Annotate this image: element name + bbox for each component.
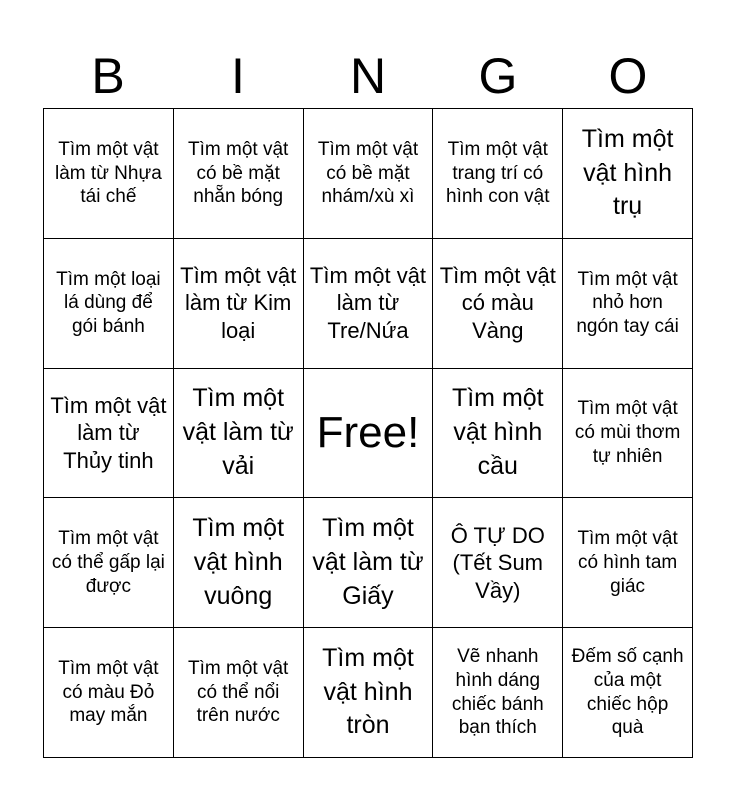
- bingo-cell-text: Tìm một vật làm từ Tre/Nứa: [309, 262, 427, 343]
- bingo-cell-text: Vẽ nhanh hình dáng chiếc bánh bạn thích: [451, 646, 544, 739]
- header-letter-n: N: [349, 48, 387, 104]
- bingo-cell[interactable]: [304, 239, 434, 369]
- bingo-cell[interactable]: [44, 628, 174, 758]
- bingo-cell-text: Tìm một vật hình vuông: [192, 514, 285, 610]
- bingo-cell[interactable]: [174, 369, 304, 499]
- bingo-cell-text: Free!: [316, 408, 420, 458]
- bingo-cell-text: Tìm một vật hình tròn: [322, 643, 414, 740]
- bingo-cell-free[interactable]: [304, 369, 434, 499]
- header-letter-o: O: [608, 48, 648, 104]
- bingo-cell-text: Tìm một vật hình cầu: [451, 384, 544, 480]
- bingo-cell[interactable]: [433, 628, 563, 758]
- bingo-cell-text: Tìm một vật làm từ Giấy: [312, 514, 424, 610]
- bingo-cell-text: Tìm một vật có thể gấp lại được: [51, 528, 165, 597]
- header-letter-b: B: [91, 48, 125, 104]
- bingo-cell[interactable]: [44, 109, 174, 239]
- header-letter-g: G: [478, 48, 518, 104]
- bingo-cell[interactable]: [563, 369, 693, 499]
- bingo-cell[interactable]: [304, 109, 434, 239]
- header-letter-i: I: [231, 48, 245, 104]
- bingo-cell[interactable]: [433, 109, 563, 239]
- bingo-header: [43, 44, 693, 108]
- bingo-cell-text: Tìm một vật có bề mặt nhám/xù xì: [317, 138, 419, 208]
- bingo-cell[interactable]: [44, 369, 174, 499]
- bingo-cell[interactable]: [433, 498, 563, 628]
- bingo-cell[interactable]: [174, 239, 304, 369]
- bingo-cell-text: Tìm một vật có bề mặt nhẵn bóng: [188, 138, 289, 208]
- bingo-cell-text: Tìm một vật nhỏ hơn ngón tay cái: [576, 268, 679, 338]
- bingo-cell[interactable]: [44, 239, 174, 369]
- bingo-cell-text: Tìm một vật trang trí có hình con vật: [446, 138, 550, 208]
- bingo-cell-text: Tìm một vật làm từ Nhựa tái chế: [55, 138, 162, 208]
- bingo-cell[interactable]: [304, 498, 434, 628]
- bingo-cell-text: Tìm một vật làm từ Thủy tinh: [50, 392, 167, 473]
- bingo-cell[interactable]: [174, 628, 304, 758]
- bingo-cell-text: Tìm một vật có màu Vàng: [439, 262, 556, 343]
- bingo-cell-text: Tìm một vật làm từ Kim loại: [180, 262, 297, 343]
- bingo-cell[interactable]: [433, 369, 563, 499]
- bingo-cell-text: Tìm một vật có mùi thơm tự nhiên: [574, 398, 681, 467]
- bingo-cell[interactable]: [433, 239, 563, 369]
- bingo-cell[interactable]: [563, 239, 693, 369]
- bingo-cell[interactable]: [44, 498, 174, 628]
- bingo-cell-text: Tìm một vật có màu Đỏ may mắn: [58, 657, 159, 727]
- bingo-cell-text: Tìm một vật có hình tam giác: [577, 528, 678, 597]
- bingo-cell[interactable]: [563, 628, 693, 758]
- bingo-cell[interactable]: [174, 498, 304, 628]
- bingo-cell[interactable]: [563, 109, 693, 239]
- bingo-cell-text: Tìm một vật có thể nổi trên nước: [188, 657, 289, 727]
- bingo-cell[interactable]: [563, 498, 693, 628]
- bingo-board: [43, 108, 693, 758]
- bingo-cell-text: Tìm một vật làm từ vải: [182, 384, 294, 480]
- bingo-cell[interactable]: [174, 109, 304, 239]
- bingo-cell-text: Đếm số cạnh của một chiếc hộp quà: [571, 646, 684, 739]
- bingo-cell-text: Ô TỰ DO (Tết Sum Vầy): [450, 522, 545, 603]
- bingo-cell-text: Tìm một vật hình trụ: [581, 124, 674, 221]
- bingo-cell-text: Tìm một loại lá dùng để gói bánh: [56, 268, 161, 338]
- bingo-cell[interactable]: [304, 628, 434, 758]
